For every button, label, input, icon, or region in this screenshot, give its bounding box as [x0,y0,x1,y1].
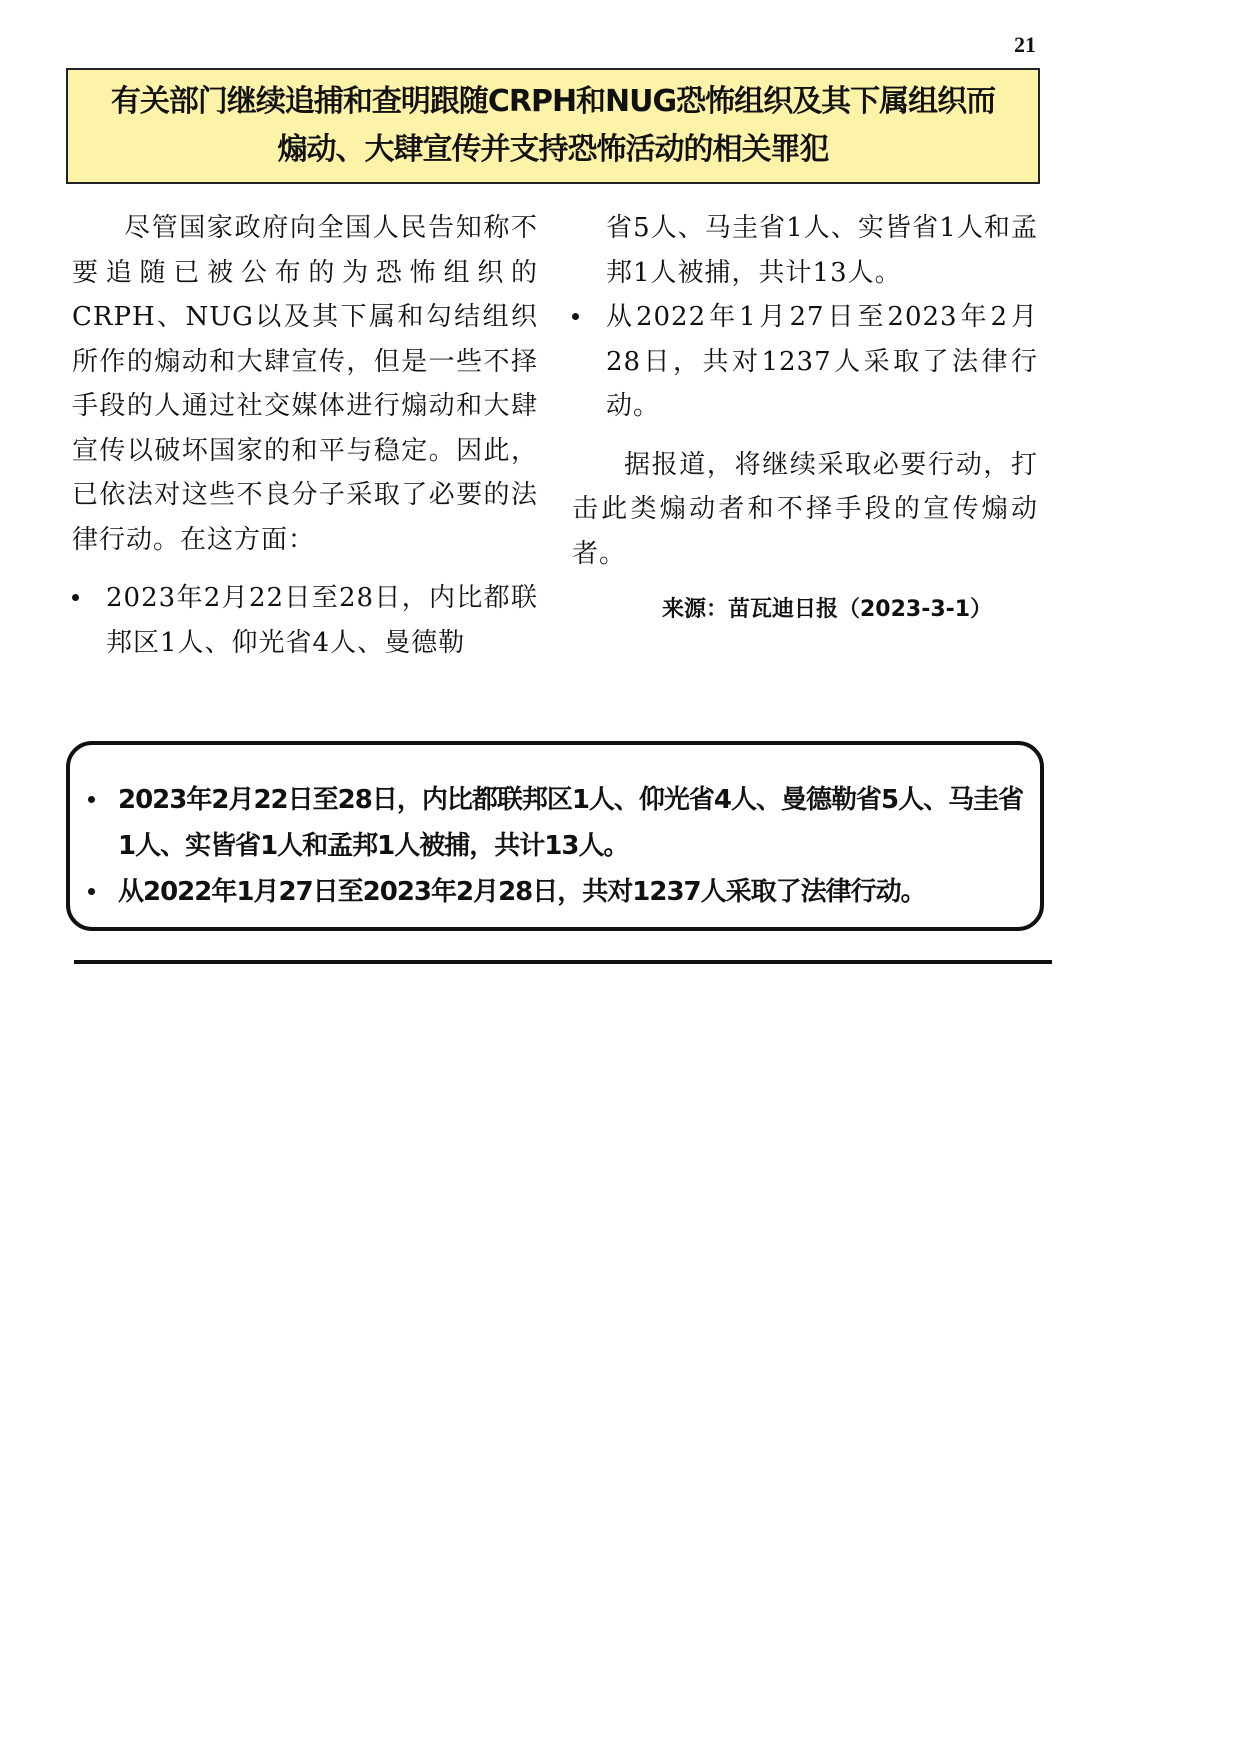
headline-box [66,68,1040,184]
headline-line-1: 有关部门继续追捕和查明跟随CRPH和NUG恐怖组织及其下属组织而 [110,84,996,119]
bullet-text-part-2: 省5人、马圭省1人、实皆省1人和孟邦1人被捕，共计13人。 [606,213,1038,288]
closing-paragraph: 据报道，将继续采取必要行动，打击此类煽动者和不择手段的宣传煽动者。 [572,449,1038,569]
summary-item-text: 2023年2月22日至28日，内比都联邦区1人、仰光省4人、曼德勒省5人、马圭省1人、实皆省1人和孟邦1人被捕，共计13人。 [118,785,1024,861]
bullet-icon [572,313,579,320]
summary-item [118,777,1026,869]
summary-item [118,869,1026,915]
bullet-item-arrests-continued [572,206,1038,295]
bullet-text-part-1: 2023年2月22日至28日，内比都联邦区1人、仰光省4人、曼德勒 [106,583,538,658]
article-column-left [72,206,538,665]
bullet-icon [88,888,95,895]
bullet-item-arrests [72,576,538,665]
bullet-icon [88,796,95,803]
bullet-text-legal-action: 从2022年1月27日至2023年2月28日，共对1237人采取了法律行动。 [606,302,1038,421]
page-number: 21 [1014,32,1036,57]
bullet-icon [72,594,79,601]
summary-box [66,741,1044,931]
summary-item-text: 从2022年1月27日至2023年2月28日，共对1237人采取了法律行动。 [118,877,926,907]
article-column-right [572,206,1038,655]
headline-line-2: 煽动、大肆宣传并支持恐怖活动的相关罪犯 [277,132,829,167]
bullet-item-legal-action [572,295,1038,429]
section-divider [74,960,1052,964]
source-citation: 来源：苗瓦迪日报（2023-3-1） [662,597,993,622]
intro-paragraph: 尽管国家政府向全国人民告知称不要追随已被公布的为恐怖组织的CRPH、NUG以及其下属和勾结组织所作的煽动和大肆宣传，但是一些不择手段的人通过社交媒体进行煽动和大肆宣传以破坏国家的和平与稳定。因此，已依法对这些不良分子采取了必要的法律行动。在这方面： [72,213,538,555]
